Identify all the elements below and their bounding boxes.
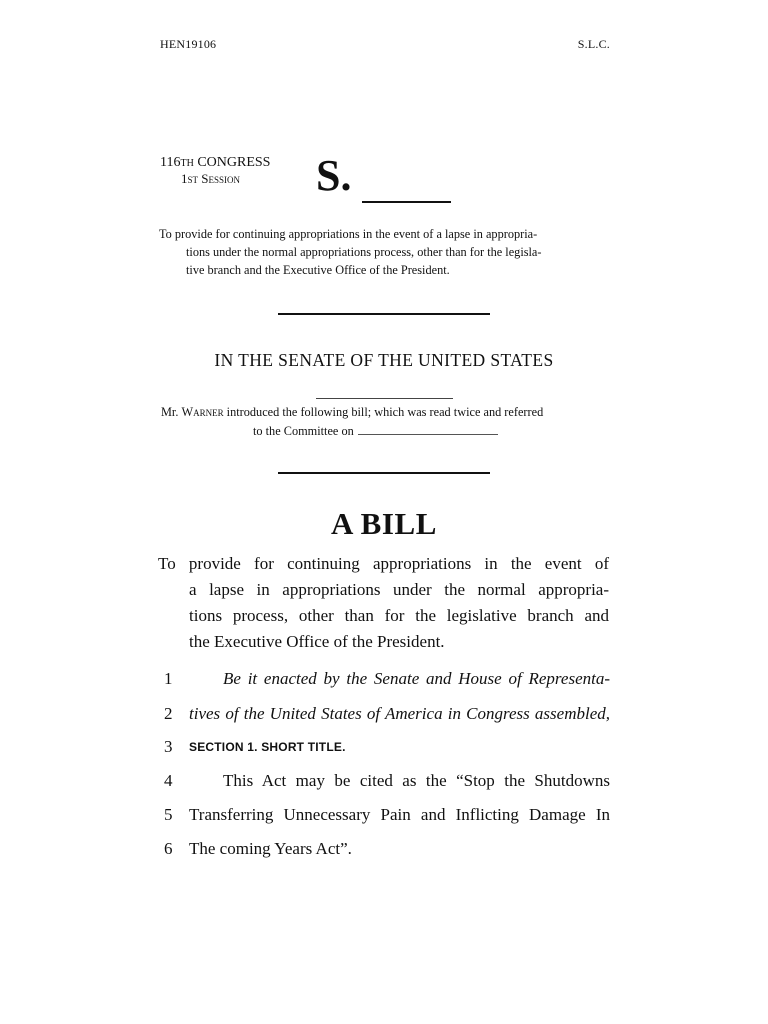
section-text: Transferring Unnecessary Pain and Inflicting Damage In xyxy=(189,805,610,824)
divider-rule xyxy=(278,313,490,315)
long-title-line: To provide for continuing appropriations in the event of xyxy=(158,554,609,573)
long-title-line: a lapse in appropriations under the normal appropria- xyxy=(189,580,609,599)
line-number: 5 xyxy=(164,805,173,824)
sponsor-title: Mr. xyxy=(161,405,182,419)
line-number: 3 xyxy=(164,737,173,756)
enacting-clause: Be it enacted by the Senate and House of Representa- xyxy=(223,669,610,688)
chamber-heading: IN THE SENATE OF THE UNITED STATES xyxy=(214,350,554,370)
line-number: 1 xyxy=(164,669,173,688)
introduction-statement xyxy=(161,403,608,441)
long-title-line: the Executive Office of the President. xyxy=(189,632,445,651)
enacting-clause: tives of the United States of America in Congress assembled, xyxy=(189,704,610,723)
long-title-line: tions process, other than for the legislative branch and xyxy=(189,606,609,625)
congress-label: 116th CONGRESS xyxy=(160,155,271,170)
thin-divider xyxy=(316,398,453,399)
bill-prefix: S. xyxy=(316,151,352,200)
purpose-line: tions under the normal appropriations process, other than for the legisla- xyxy=(186,245,542,259)
committee-blank xyxy=(358,424,498,435)
section-text: This Act may be cited as the “Stop the Shutdowns xyxy=(223,771,610,790)
sponsor-name: Warner xyxy=(181,405,224,419)
document-id: HEN19106 xyxy=(160,37,217,51)
line-number: 4 xyxy=(164,771,173,790)
slc-marker: S.L.C. xyxy=(577,37,610,51)
section-heading: SECTION 1. SHORT TITLE. xyxy=(189,740,346,754)
purpose-summary xyxy=(159,225,610,279)
intro-text: introduced the following bill; which was read twice and referred xyxy=(223,405,544,419)
divider-rule xyxy=(278,472,490,474)
long-title xyxy=(158,551,609,655)
intro-committee-line: to the Committee on xyxy=(161,422,608,441)
line-number: 6 xyxy=(164,839,173,858)
purpose-line: To provide for continuing appropriations in the event of a lapse in appropria- xyxy=(159,227,538,241)
purpose-line: tive branch and the Executive Office of the President. xyxy=(186,263,450,277)
bill-heading: A BILL xyxy=(330,506,438,541)
bill-number-blank xyxy=(362,201,451,203)
section-text: The coming Years Act”. xyxy=(189,839,352,858)
line-number: 2 xyxy=(164,704,173,723)
session-label: 1st Session xyxy=(181,171,240,186)
